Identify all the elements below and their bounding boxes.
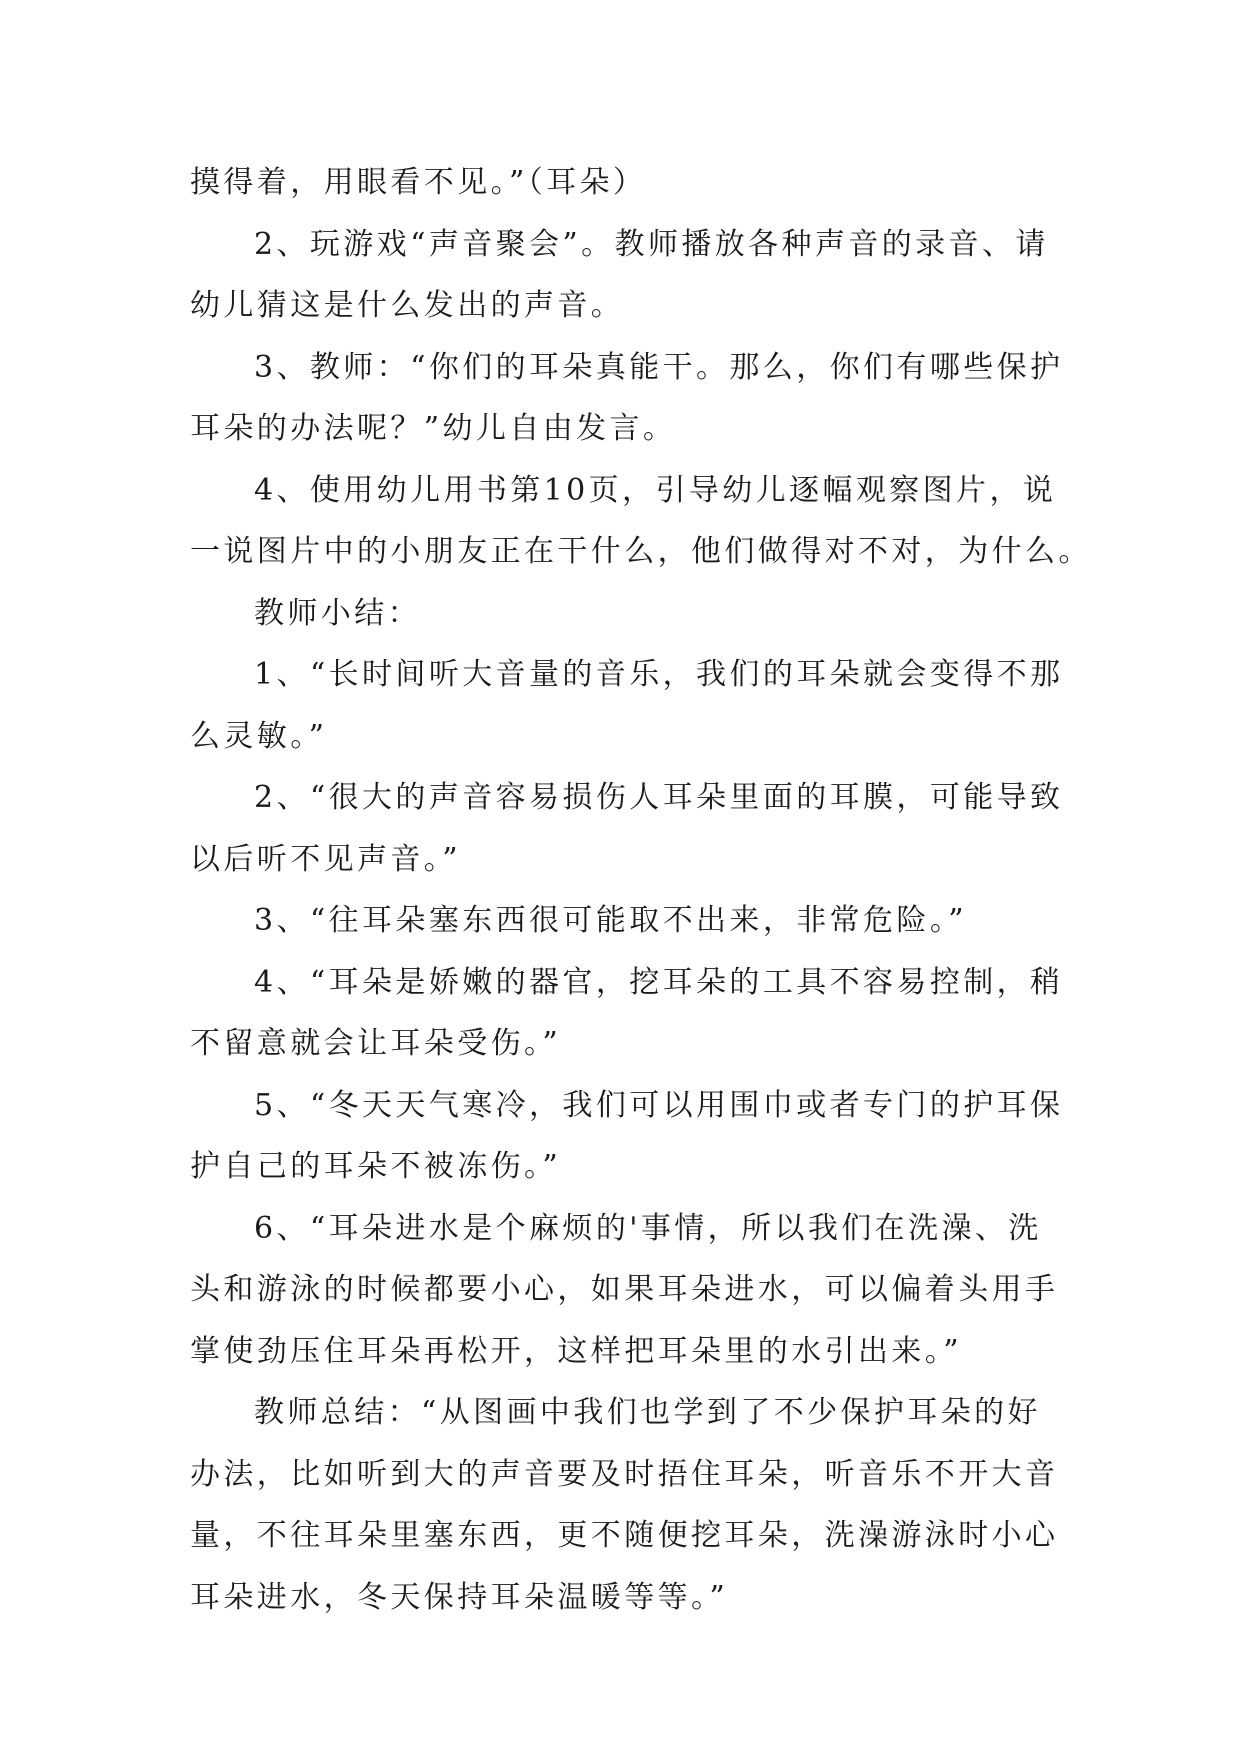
text-line: 不留意就会让耳朵受伤。” bbox=[190, 1026, 562, 1061]
text-line: 耳朵进水，冬天保持耳朵温暖等等。” bbox=[190, 1579, 729, 1615]
text-line: 办法，比如听到大的声音要及时捂住耳朵，听音乐不开大音 bbox=[190, 1456, 1059, 1492]
text-line: 教师总结：“从图画中我们也学到了不少保护耳朵的好 bbox=[254, 1395, 1041, 1430]
text-line: 3、“往耳朵塞东西很可能取不出来，非常危险。” bbox=[254, 903, 967, 938]
text-line: 6、“耳朵进水是个麻烦的'事情，所以我们在洗澡、洗 bbox=[254, 1210, 1042, 1246]
text-line: 1、“长时间听大音量的音乐，我们的耳朵就会变得不那 bbox=[254, 657, 1064, 692]
text-line: 耳朵的办法呢？”幼儿自由发言。 bbox=[190, 411, 677, 446]
text-line: 4、使用幼儿用书第10页，引导幼儿逐幅观察图片，说 bbox=[254, 472, 1057, 508]
body-text bbox=[190, 152, 1092, 1628]
text-line: 摸得着，用眼看不见。”（耳朵） bbox=[190, 165, 647, 200]
text-line: 掌使劲压住耳朵再松开，这样把耳朵里的水引出来。” bbox=[190, 1333, 962, 1369]
text-line: 么灵敏。” bbox=[190, 718, 328, 754]
text-line: 5、“冬天天气寒冷，我们可以用围巾或者专门的护耳保 bbox=[254, 1087, 1064, 1123]
text-line: 量，不往耳朵里塞东西，更不随便挖耳朵，洗澡游泳时小心 bbox=[190, 1518, 1059, 1553]
text-line: 护自己的耳朵不被冻伤。” bbox=[190, 1149, 562, 1184]
text-line: 头和游泳的时候都要小心，如果耳朵进水，可以偏着头用手 bbox=[190, 1272, 1059, 1307]
text-line: 3、教师：“你们的耳朵真能干。那么，你们有哪些保护 bbox=[254, 349, 1064, 385]
text-line: 2、玩游戏“声音聚会”。教师播放各种声音的录音、请 bbox=[254, 226, 1049, 262]
text-line: 幼儿猜这是什么发出的声音。 bbox=[190, 288, 625, 323]
text-line: 教师小结： bbox=[254, 595, 421, 631]
text-line: 4、“耳朵是娇嫩的器官，挖耳朵的工具不容易控制，稍 bbox=[254, 964, 1064, 1000]
text-line: 2、“很大的声音容易损伤人耳朵里面的耳膜，可能导致 bbox=[254, 780, 1064, 815]
text-line: 一说图片中的小朋友正在干什么，他们做得对不对，为什么。 bbox=[190, 534, 1092, 569]
text-line: 以后听不见声音。” bbox=[190, 841, 461, 877]
